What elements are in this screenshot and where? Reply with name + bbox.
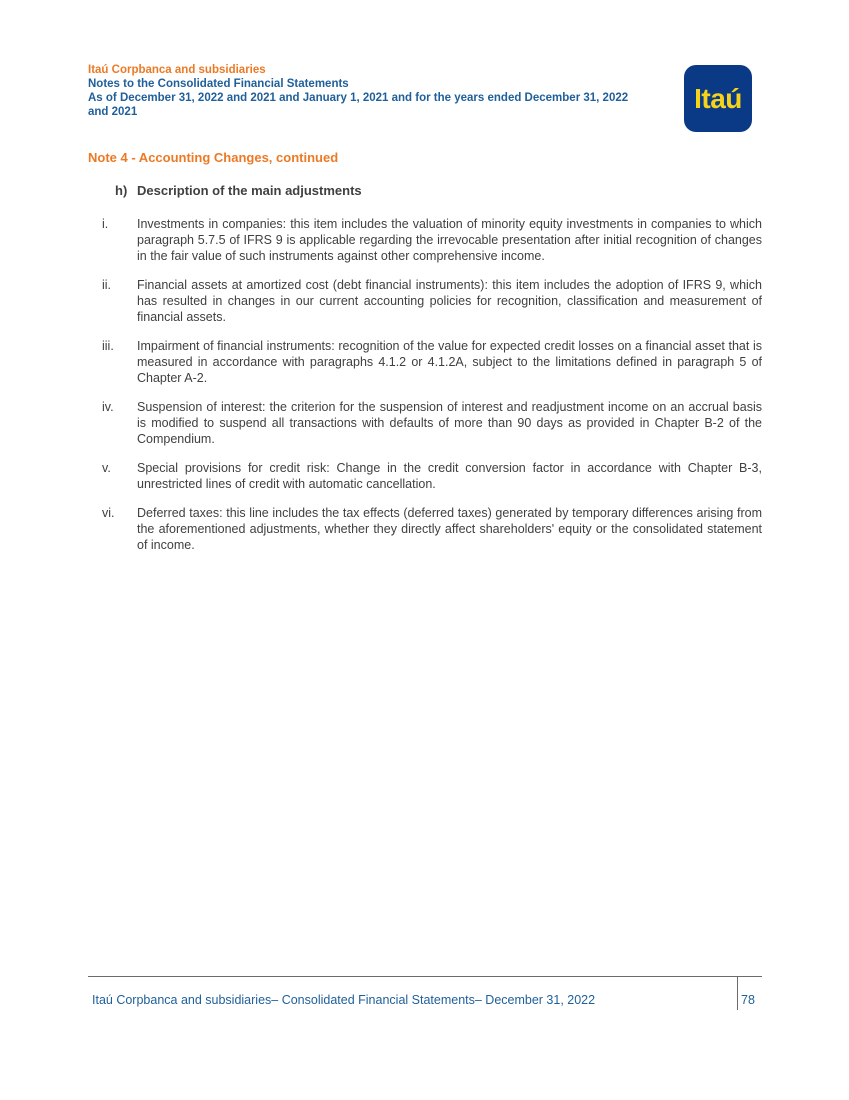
footer-divider: [88, 976, 762, 977]
header-title: Notes to the Consolidated Financial Statements: [88, 78, 349, 90]
logo-wordmark: Itaú: [694, 82, 742, 114]
header-company: Itaú Corpbanca and subsidiaries: [88, 64, 266, 76]
item-text: Special provisions for credit risk: Change in the credit conversion factor in accordance with Chapter B-3, unrestricted lines of credit with automatic cancellation.: [137, 461, 762, 491]
header-period-cont: and 2021: [88, 106, 138, 118]
item-number: iii.: [102, 339, 114, 353]
itau-logo: [684, 65, 752, 132]
page-number: 78: [741, 993, 755, 1007]
list-item: [88, 338, 762, 386]
item-number: v.: [102, 461, 111, 475]
item-text: Investments in companies: this item includes the valuation of minority equity investments in companies to which paragraph 5.7.5 of IFRS 9 is applicable regarding the irrevocable presentation after initial recognition of changes in the fair value of such instruments against other comprehensive income.: [137, 217, 762, 263]
item-text: Financial assets at amortized cost (debt financial instruments): this item includes the adoption of IFRS 9, which has resulted in changes in our current accounting policies for recognition, classification and measurement of financial assets.: [137, 278, 762, 324]
section-title: Description of the main adjustments: [137, 183, 362, 198]
footer-page-separator: [737, 976, 738, 1010]
document-header: [88, 63, 688, 119]
section-marker: h): [115, 183, 128, 198]
footer-text: Itaú Corpbanca and subsidiaries– Consolidated Financial Statements– December 31, 2022: [92, 993, 596, 1007]
list-item: [88, 505, 762, 553]
header-period: As of December 31, 2022 and 2021 and January 1, 2021 and for the years ended December 31, 2022: [88, 92, 629, 104]
adjustments-list: [88, 216, 762, 566]
item-text: Impairment of financial instruments: recognition of the value for expected credit losses on a financial asset that is measured in accordance with paragraphs 4.1.2 or 4.1.2A, subject to the limitations defined in paragraph 5 of Chapter A-2.: [137, 339, 762, 385]
item-text: Suspension of interest: the criterion for the suspension of interest and readjustment income on an accrual basis is modified to suspend all transactions with defaults of more than 90 days as provided in Chapter B-2 of the Compendium.: [137, 400, 762, 446]
item-number: iv.: [102, 400, 114, 414]
note-title: Note 4 - Accounting Changes, continued: [88, 150, 339, 165]
section-heading: [115, 183, 362, 198]
list-item: [88, 216, 762, 264]
list-item: [88, 460, 762, 492]
item-number: ii.: [102, 278, 112, 292]
item-text: Deferred taxes: this line includes the tax effects (deferred taxes) generated by temporary differences arising from the aforementioned adjustments, whether they directly affect shareholders' equity or the consolidated statement of income.: [137, 506, 762, 552]
list-item: [88, 277, 762, 325]
item-number: vi.: [102, 506, 115, 520]
item-number: i.: [102, 217, 109, 231]
list-item: [88, 399, 762, 447]
